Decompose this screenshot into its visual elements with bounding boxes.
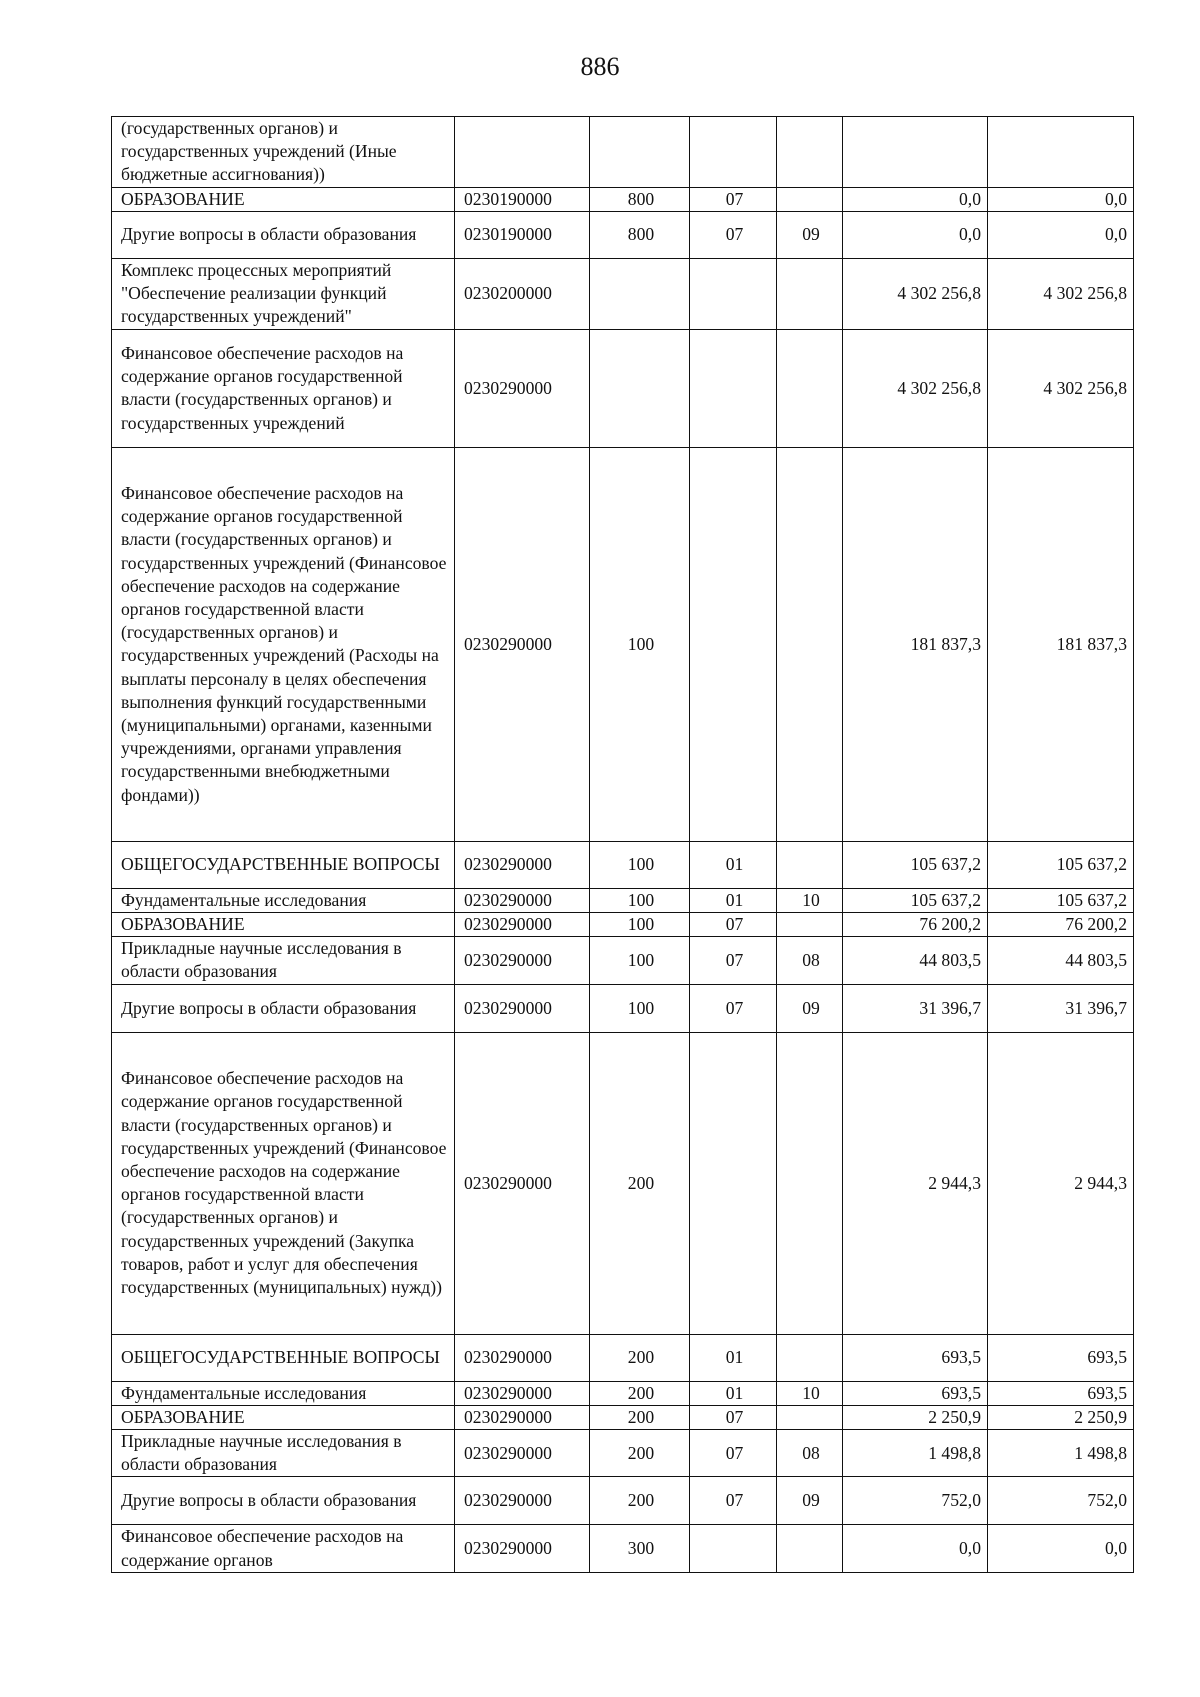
section-code-cell: 07 bbox=[690, 1405, 777, 1429]
section-code-cell: 07 bbox=[690, 187, 777, 211]
expense-type-cell bbox=[590, 329, 690, 447]
amount-second-cell: 0,0 bbox=[988, 1525, 1134, 1572]
row-name-cell: ОБРАЗОВАНИЕ bbox=[112, 913, 455, 937]
amount-second-cell: 0,0 bbox=[988, 211, 1134, 258]
expense-type-cell: 100 bbox=[590, 888, 690, 912]
section-code-cell: 01 bbox=[690, 1381, 777, 1405]
target-article-code-cell: 0230190000 bbox=[455, 187, 590, 211]
row-name-cell: Финансовое обеспечение расходов на содержание органов государственной власти (государственных органов) и государственных учреждений bbox=[112, 329, 455, 447]
row-name-cell: Прикладные научные исследования в области образования bbox=[112, 937, 455, 984]
target-article-code-cell bbox=[455, 117, 590, 188]
target-article-code-cell: 0230290000 bbox=[455, 1525, 590, 1572]
subsection-code-cell bbox=[777, 841, 843, 888]
row-name-cell: ОБЩЕГОСУДАРСТВЕННЫЕ ВОПРОСЫ bbox=[112, 841, 455, 888]
table-row bbox=[112, 1032, 1134, 1334]
amount-second-cell: 4 302 256,8 bbox=[988, 258, 1134, 329]
table-row bbox=[112, 211, 1134, 258]
budget-table bbox=[111, 116, 1134, 1573]
expense-type-cell: 300 bbox=[590, 1525, 690, 1572]
amount-first-cell: 105 637,2 bbox=[843, 841, 988, 888]
subsection-code-cell bbox=[777, 258, 843, 329]
amount-second-cell: 181 837,3 bbox=[988, 447, 1134, 841]
amount-second-cell: 752,0 bbox=[988, 1477, 1134, 1525]
expense-type-cell: 200 bbox=[590, 1032, 690, 1334]
subsection-code-cell bbox=[777, 187, 843, 211]
table-row bbox=[112, 258, 1134, 329]
amount-first-cell: 752,0 bbox=[843, 1477, 988, 1525]
target-article-code-cell: 0230190000 bbox=[455, 211, 590, 258]
subsection-code-cell: 09 bbox=[777, 1477, 843, 1525]
amount-first-cell: 44 803,5 bbox=[843, 937, 988, 984]
section-code-cell: 07 bbox=[690, 1430, 777, 1477]
table-row bbox=[112, 187, 1134, 211]
amount-first-cell: 4 302 256,8 bbox=[843, 258, 988, 329]
amount-first-cell: 1 498,8 bbox=[843, 1430, 988, 1477]
amount-second-cell: 76 200,2 bbox=[988, 913, 1134, 937]
table-row bbox=[112, 447, 1134, 841]
expense-type-cell: 200 bbox=[590, 1381, 690, 1405]
target-article-code-cell: 0230290000 bbox=[455, 1477, 590, 1525]
subsection-code-cell bbox=[777, 1032, 843, 1334]
section-code-cell: 07 bbox=[690, 937, 777, 984]
section-code-cell: 07 bbox=[690, 1477, 777, 1525]
subsection-code-cell bbox=[777, 329, 843, 447]
row-name-cell: Комплекс процессных мероприятий "Обеспечение реализации функций государственных учреждений" bbox=[112, 258, 455, 329]
section-code-cell bbox=[690, 1032, 777, 1334]
section-code-cell: 01 bbox=[690, 888, 777, 912]
subsection-code-cell: 10 bbox=[777, 888, 843, 912]
page-number: 886 bbox=[580, 52, 620, 81]
target-article-code-cell: 0230290000 bbox=[455, 984, 590, 1032]
table-row bbox=[112, 1405, 1134, 1429]
table-row bbox=[112, 1430, 1134, 1477]
table-row bbox=[112, 1381, 1134, 1405]
amount-first-cell: 2 944,3 bbox=[843, 1032, 988, 1334]
target-article-code-cell: 0230290000 bbox=[455, 447, 590, 841]
row-name-cell: Прикладные научные исследования в области образования bbox=[112, 1430, 455, 1477]
table-row bbox=[112, 117, 1134, 188]
expense-type-cell bbox=[590, 117, 690, 188]
amount-first-cell: 4 302 256,8 bbox=[843, 329, 988, 447]
amount-second-cell: 105 637,2 bbox=[988, 888, 1134, 912]
subsection-code-cell bbox=[777, 447, 843, 841]
amount-first-cell: 105 637,2 bbox=[843, 888, 988, 912]
section-code-cell bbox=[690, 258, 777, 329]
amount-second-cell: 693,5 bbox=[988, 1334, 1134, 1381]
amount-second-cell: 0,0 bbox=[988, 187, 1134, 211]
expense-type-cell: 100 bbox=[590, 913, 690, 937]
section-code-cell: 01 bbox=[690, 1334, 777, 1381]
amount-second-cell: 2 250,9 bbox=[988, 1405, 1134, 1429]
amount-second-cell: 4 302 256,8 bbox=[988, 329, 1134, 447]
target-article-code-cell: 0230290000 bbox=[455, 1430, 590, 1477]
section-code-cell: 07 bbox=[690, 211, 777, 258]
amount-second-cell: 693,5 bbox=[988, 1381, 1134, 1405]
subsection-code-cell bbox=[777, 1525, 843, 1572]
subsection-code-cell bbox=[777, 913, 843, 937]
amount-second-cell bbox=[988, 117, 1134, 188]
expense-type-cell: 800 bbox=[590, 187, 690, 211]
amount-first-cell: 76 200,2 bbox=[843, 913, 988, 937]
expense-type-cell: 200 bbox=[590, 1477, 690, 1525]
target-article-code-cell: 0230290000 bbox=[455, 913, 590, 937]
row-name-cell: Другие вопросы в области образования bbox=[112, 211, 455, 258]
amount-first-cell: 31 396,7 bbox=[843, 984, 988, 1032]
section-code-cell: 07 bbox=[690, 984, 777, 1032]
target-article-code-cell: 0230290000 bbox=[455, 888, 590, 912]
table-row bbox=[112, 841, 1134, 888]
target-article-code-cell: 0230290000 bbox=[455, 1405, 590, 1429]
subsection-code-cell bbox=[777, 1334, 843, 1381]
section-code-cell bbox=[690, 117, 777, 188]
expense-type-cell: 100 bbox=[590, 841, 690, 888]
expense-type-cell: 200 bbox=[590, 1334, 690, 1381]
target-article-code-cell: 0230200000 bbox=[455, 258, 590, 329]
amount-first-cell bbox=[843, 117, 988, 188]
expense-type-cell: 100 bbox=[590, 447, 690, 841]
table-row bbox=[112, 937, 1134, 984]
target-article-code-cell: 0230290000 bbox=[455, 1032, 590, 1334]
row-name-cell: Другие вопросы в области образования bbox=[112, 984, 455, 1032]
section-code-cell: 01 bbox=[690, 841, 777, 888]
section-code-cell: 07 bbox=[690, 913, 777, 937]
amount-first-cell: 693,5 bbox=[843, 1381, 988, 1405]
row-name-cell: Финансовое обеспечение расходов на содержание органов государственной власти (государственных органов) и государственных учреждений (Финансовое обеспечение расходов на содержание органов государственной власти (государственных органов) и государственных учреждений (Закупка товаров, работ и услуг для обеспечения государственных (муниципальных) нужд)) bbox=[112, 1032, 455, 1334]
section-code-cell bbox=[690, 1525, 777, 1572]
expense-type-cell: 200 bbox=[590, 1430, 690, 1477]
subsection-code-cell bbox=[777, 1405, 843, 1429]
subsection-code-cell: 10 bbox=[777, 1381, 843, 1405]
table-row bbox=[112, 329, 1134, 447]
subsection-code-cell: 08 bbox=[777, 937, 843, 984]
target-article-code-cell: 0230290000 bbox=[455, 841, 590, 888]
amount-first-cell: 693,5 bbox=[843, 1334, 988, 1381]
amount-second-cell: 105 637,2 bbox=[988, 841, 1134, 888]
subsection-code-cell bbox=[777, 117, 843, 188]
amount-second-cell: 31 396,7 bbox=[988, 984, 1134, 1032]
table-row bbox=[112, 1525, 1134, 1572]
amount-second-cell: 44 803,5 bbox=[988, 937, 1134, 984]
amount-first-cell: 0,0 bbox=[843, 211, 988, 258]
row-name-cell: ОБРАЗОВАНИЕ bbox=[112, 187, 455, 211]
row-name-cell: Финансовое обеспечение расходов на содержание органов государственной власти (государственных органов) и государственных учреждений (Финансовое обеспечение расходов на содержание органов государственной власти (государственных органов) и государственных учреждений (Расходы на выплаты персоналу в целях обеспечения выполнения функций государственными (муниципальными) органами, казенными учреждениями, органами управления государственными внебюджетными фондами)) bbox=[112, 447, 455, 841]
subsection-code-cell: 09 bbox=[777, 984, 843, 1032]
target-article-code-cell: 0230290000 bbox=[455, 1334, 590, 1381]
row-name-cell: Фундаментальные исследования bbox=[112, 888, 455, 912]
subsection-code-cell: 08 bbox=[777, 1430, 843, 1477]
section-code-cell bbox=[690, 329, 777, 447]
amount-second-cell: 2 944,3 bbox=[988, 1032, 1134, 1334]
expense-type-cell: 100 bbox=[590, 984, 690, 1032]
amount-first-cell: 181 837,3 bbox=[843, 447, 988, 841]
amount-first-cell: 0,0 bbox=[843, 1525, 988, 1572]
amount-second-cell: 1 498,8 bbox=[988, 1430, 1134, 1477]
amount-first-cell: 0,0 bbox=[843, 187, 988, 211]
table-row bbox=[112, 984, 1134, 1032]
section-code-cell bbox=[690, 447, 777, 841]
table-row bbox=[112, 888, 1134, 912]
row-name-cell: ОБРАЗОВАНИЕ bbox=[112, 1405, 455, 1429]
table-row bbox=[112, 1477, 1134, 1525]
row-name-cell: ОБЩЕГОСУДАРСТВЕННЫЕ ВОПРОСЫ bbox=[112, 1334, 455, 1381]
target-article-code-cell: 0230290000 bbox=[455, 937, 590, 984]
expense-type-cell: 200 bbox=[590, 1405, 690, 1429]
expense-type-cell bbox=[590, 258, 690, 329]
row-name-cell: (государственных органов) и государственных учреждений (Иные бюджетные ассигнования)) bbox=[112, 117, 455, 188]
table-row bbox=[112, 913, 1134, 937]
target-article-code-cell: 0230290000 bbox=[455, 1381, 590, 1405]
expense-type-cell: 800 bbox=[590, 211, 690, 258]
table-row bbox=[112, 1334, 1134, 1381]
target-article-code-cell: 0230290000 bbox=[455, 329, 590, 447]
row-name-cell: Фундаментальные исследования bbox=[112, 1381, 455, 1405]
subsection-code-cell: 09 bbox=[777, 211, 843, 258]
row-name-cell: Другие вопросы в области образования bbox=[112, 1477, 455, 1525]
row-name-cell: Финансовое обеспечение расходов на содержание органов bbox=[112, 1525, 455, 1572]
expense-type-cell: 100 bbox=[590, 937, 690, 984]
amount-first-cell: 2 250,9 bbox=[843, 1405, 988, 1429]
